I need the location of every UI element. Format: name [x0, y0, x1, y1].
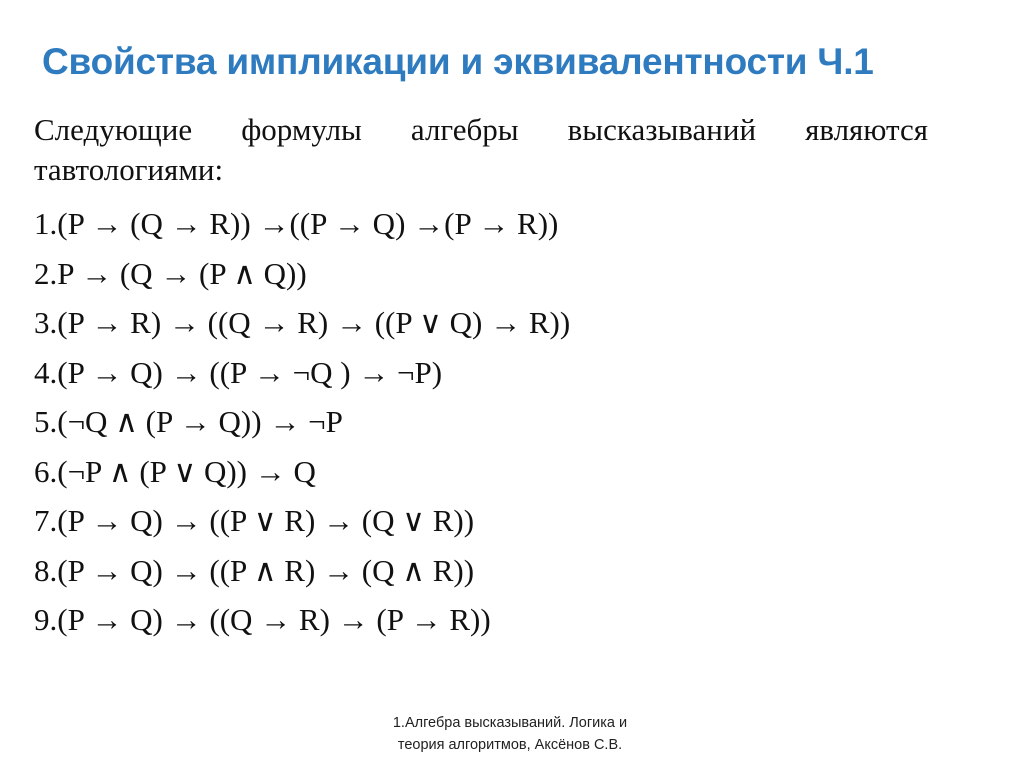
slide-footer: [340, 712, 680, 756]
footer-line: 1.Алгебра высказываний. Логика и: [392, 715, 628, 731]
formula-item: 2.P → (Q → (P ∧ Q)): [34, 255, 307, 291]
formula-list: [34, 199, 928, 645]
formula-item: 9.(P → Q) → ((Q → R) → (P → R)): [34, 602, 491, 637]
formula-item: 1.(P → (Q → R)) →((P → Q) →(P → R)): [34, 206, 559, 241]
formula-item: 7.(P → Q) → ((P ∨ R) → (Q ∨ R)): [34, 503, 475, 538]
formula-item: 4.(P → Q) → ((P → ¬Q ) → ¬P): [34, 354, 443, 390]
slide-body: [34, 110, 928, 645]
formula-item: 6.(¬P ∧ (P ∨ Q)) → Q: [34, 453, 316, 489]
formula-item: 3.(P → R) → ((Q → R) → ((P ∨ Q) → R)): [34, 305, 571, 340]
intro-text: Следующие формулы алгебры высказываний являются тавтологиями:: [34, 112, 928, 187]
formula-item: 8.(P → Q) → ((P ∧ R) → (Q ∧ R)): [34, 552, 475, 588]
formula-item: 5.(¬Q ∧ (P → Q)) → ¬P: [34, 404, 343, 439]
slide-title: Свойства импликации и эквивалентности Ч.1: [42, 41, 874, 82]
footer-line: теория алгоритмов, Аксёнов С.В.: [397, 737, 623, 753]
